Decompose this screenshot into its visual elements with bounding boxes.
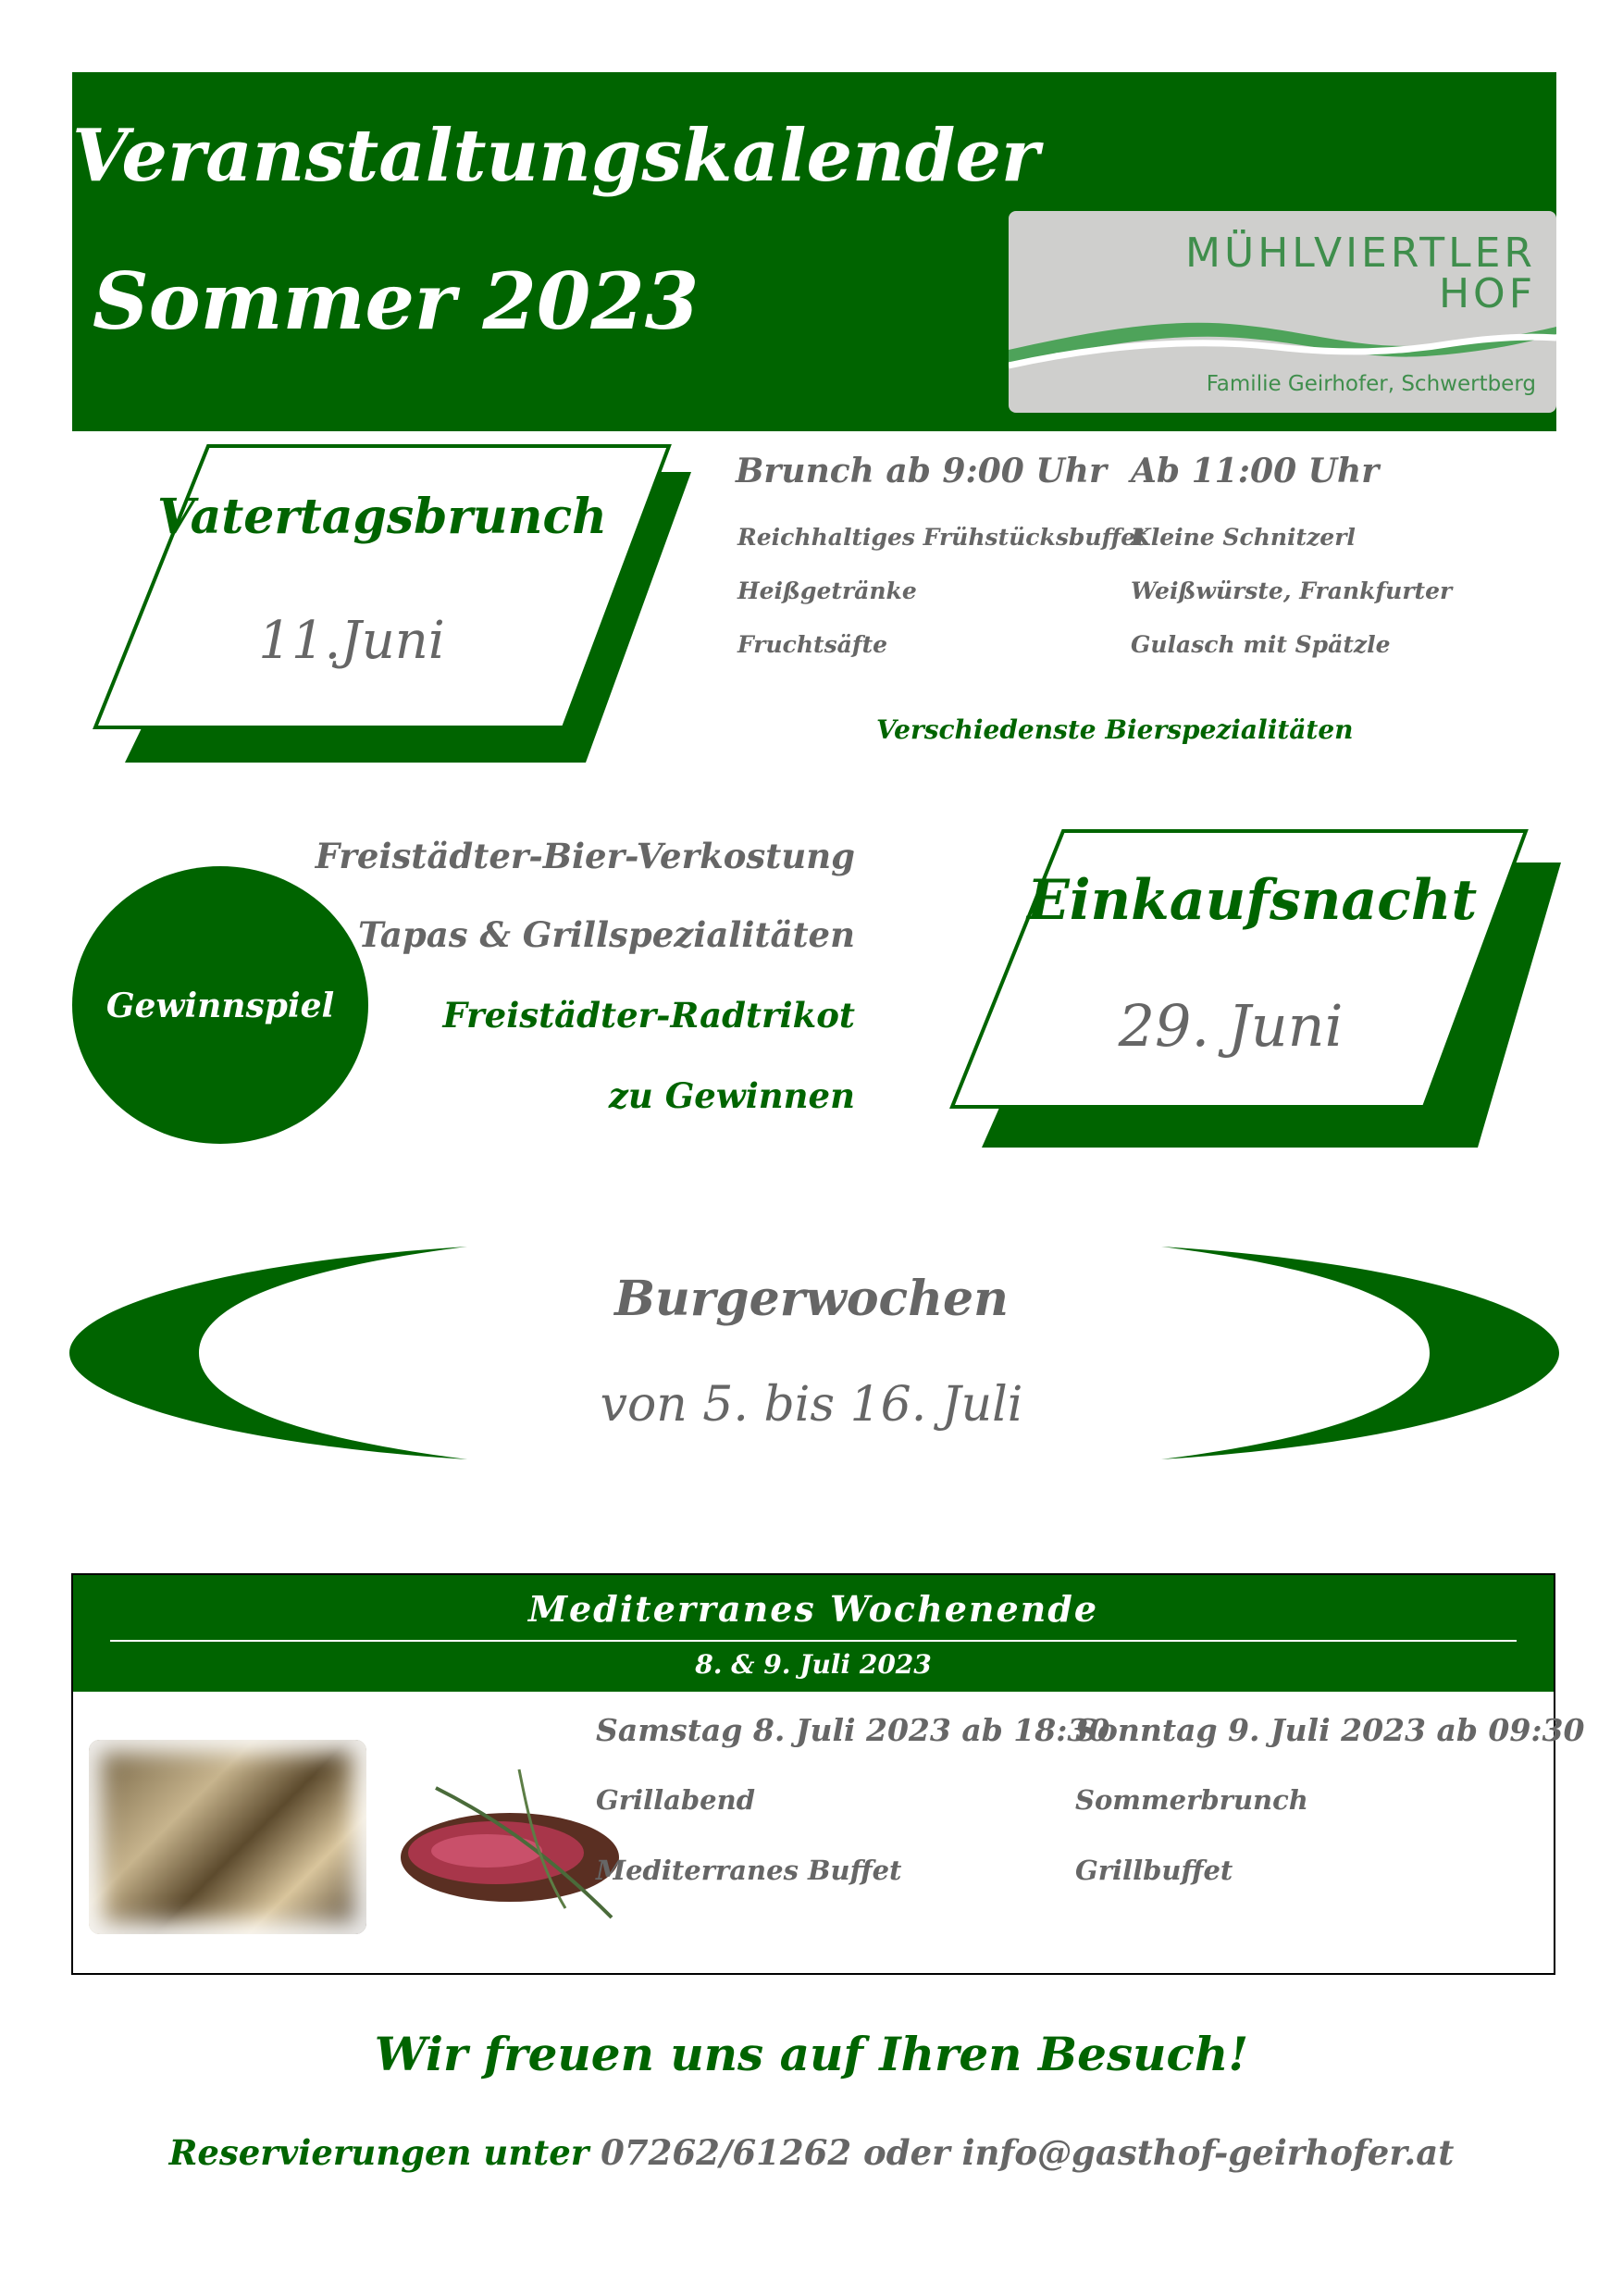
gewinnspiel-label: Gewinnspiel	[105, 987, 335, 1025]
reservation-line	[0, 2132, 1623, 2173]
mediterran-box	[71, 1573, 1585, 1975]
brunch-item: Reichhaltiges Frühstücksbuffet	[737, 524, 1146, 551]
burger-title: Burgerwochen	[614, 1271, 1009, 1327]
lunch-heading: Ab 11:00 Uhr	[1131, 452, 1380, 490]
page-title-line2: Sommer 2023	[93, 255, 700, 347]
sun-item: Grillbuffet	[1075, 1855, 1233, 1886]
einkauf-line: Tapas & Grillspezialitäten	[357, 914, 855, 955]
thanks-message: Wir freuen uns auf Ihren Besuch!	[374, 2027, 1249, 2081]
logo-waves-graphic	[1009, 299, 1556, 373]
einkauf-line: zu Gewinnen	[608, 1075, 855, 1116]
lunch-item: Gulasch mit Spätzle	[1131, 631, 1391, 658]
sat-item: Mediterranes Buffet	[596, 1855, 902, 1886]
logo-line2: HOF	[1438, 270, 1536, 317]
vatertag-title: Vatertagsbrunch	[157, 489, 607, 545]
contact-info: 07262/61262 oder info@gasthof-geirhofer.at	[601, 2132, 1455, 2173]
logo-line1: MÜHLVIERTLER	[1185, 230, 1536, 277]
einkauf-line: Freistädter-Bier-Verkostung	[315, 836, 855, 876]
brunch-heading: Brunch ab 9:00 Uhr	[736, 452, 1107, 490]
mediterran-subtitle: 8. & 9. Juli 2023	[695, 1649, 932, 1680]
einkauf-title: Einkaufsnacht	[1027, 868, 1478, 933]
buffet-photo	[89, 1740, 366, 1934]
burger-date: von 5. bis 16. Juli	[600, 1377, 1023, 1433]
gewinnspiel-circle	[72, 866, 368, 1144]
sun-item: Sommerbrunch	[1075, 1784, 1308, 1816]
einkauf-line: Freistädter-Radtrikot	[442, 995, 855, 1036]
sat-heading: Samstag 8. Juli 2023 ab 18:30	[596, 1712, 1110, 1748]
mediterran-title: Mediterranes Wochenende	[527, 1588, 1099, 1630]
sat-item: Grillabend	[596, 1784, 755, 1816]
page-title-line1: Veranstaltungskalender	[72, 114, 1040, 198]
bier-note: Verschiedenste Bierspezialitäten	[876, 714, 1354, 745]
brunch-item: Heißgetränke	[737, 577, 917, 604]
lunch-item: Kleine Schnitzerl	[1131, 524, 1356, 551]
steak-photo	[380, 1732, 649, 1945]
vatertag-date: 11.Juni	[258, 611, 445, 671]
logo	[1009, 211, 1556, 413]
einkauf-date: 29. Juni	[1118, 992, 1344, 1060]
lunch-item: Weißwürste, Frankfurter	[1131, 577, 1453, 604]
reservation-label: Reservierungen unter	[168, 2132, 601, 2173]
logo-subtitle: Familie Geirhofer, Schwertberg	[1206, 372, 1536, 396]
mediterran-divider	[110, 1640, 1517, 1642]
sun-heading: Sonntag 9. Juli 2023 ab 09:30	[1075, 1712, 1585, 1748]
mediterran-header	[73, 1575, 1554, 1692]
brunch-item: Fruchtsäfte	[737, 631, 888, 658]
